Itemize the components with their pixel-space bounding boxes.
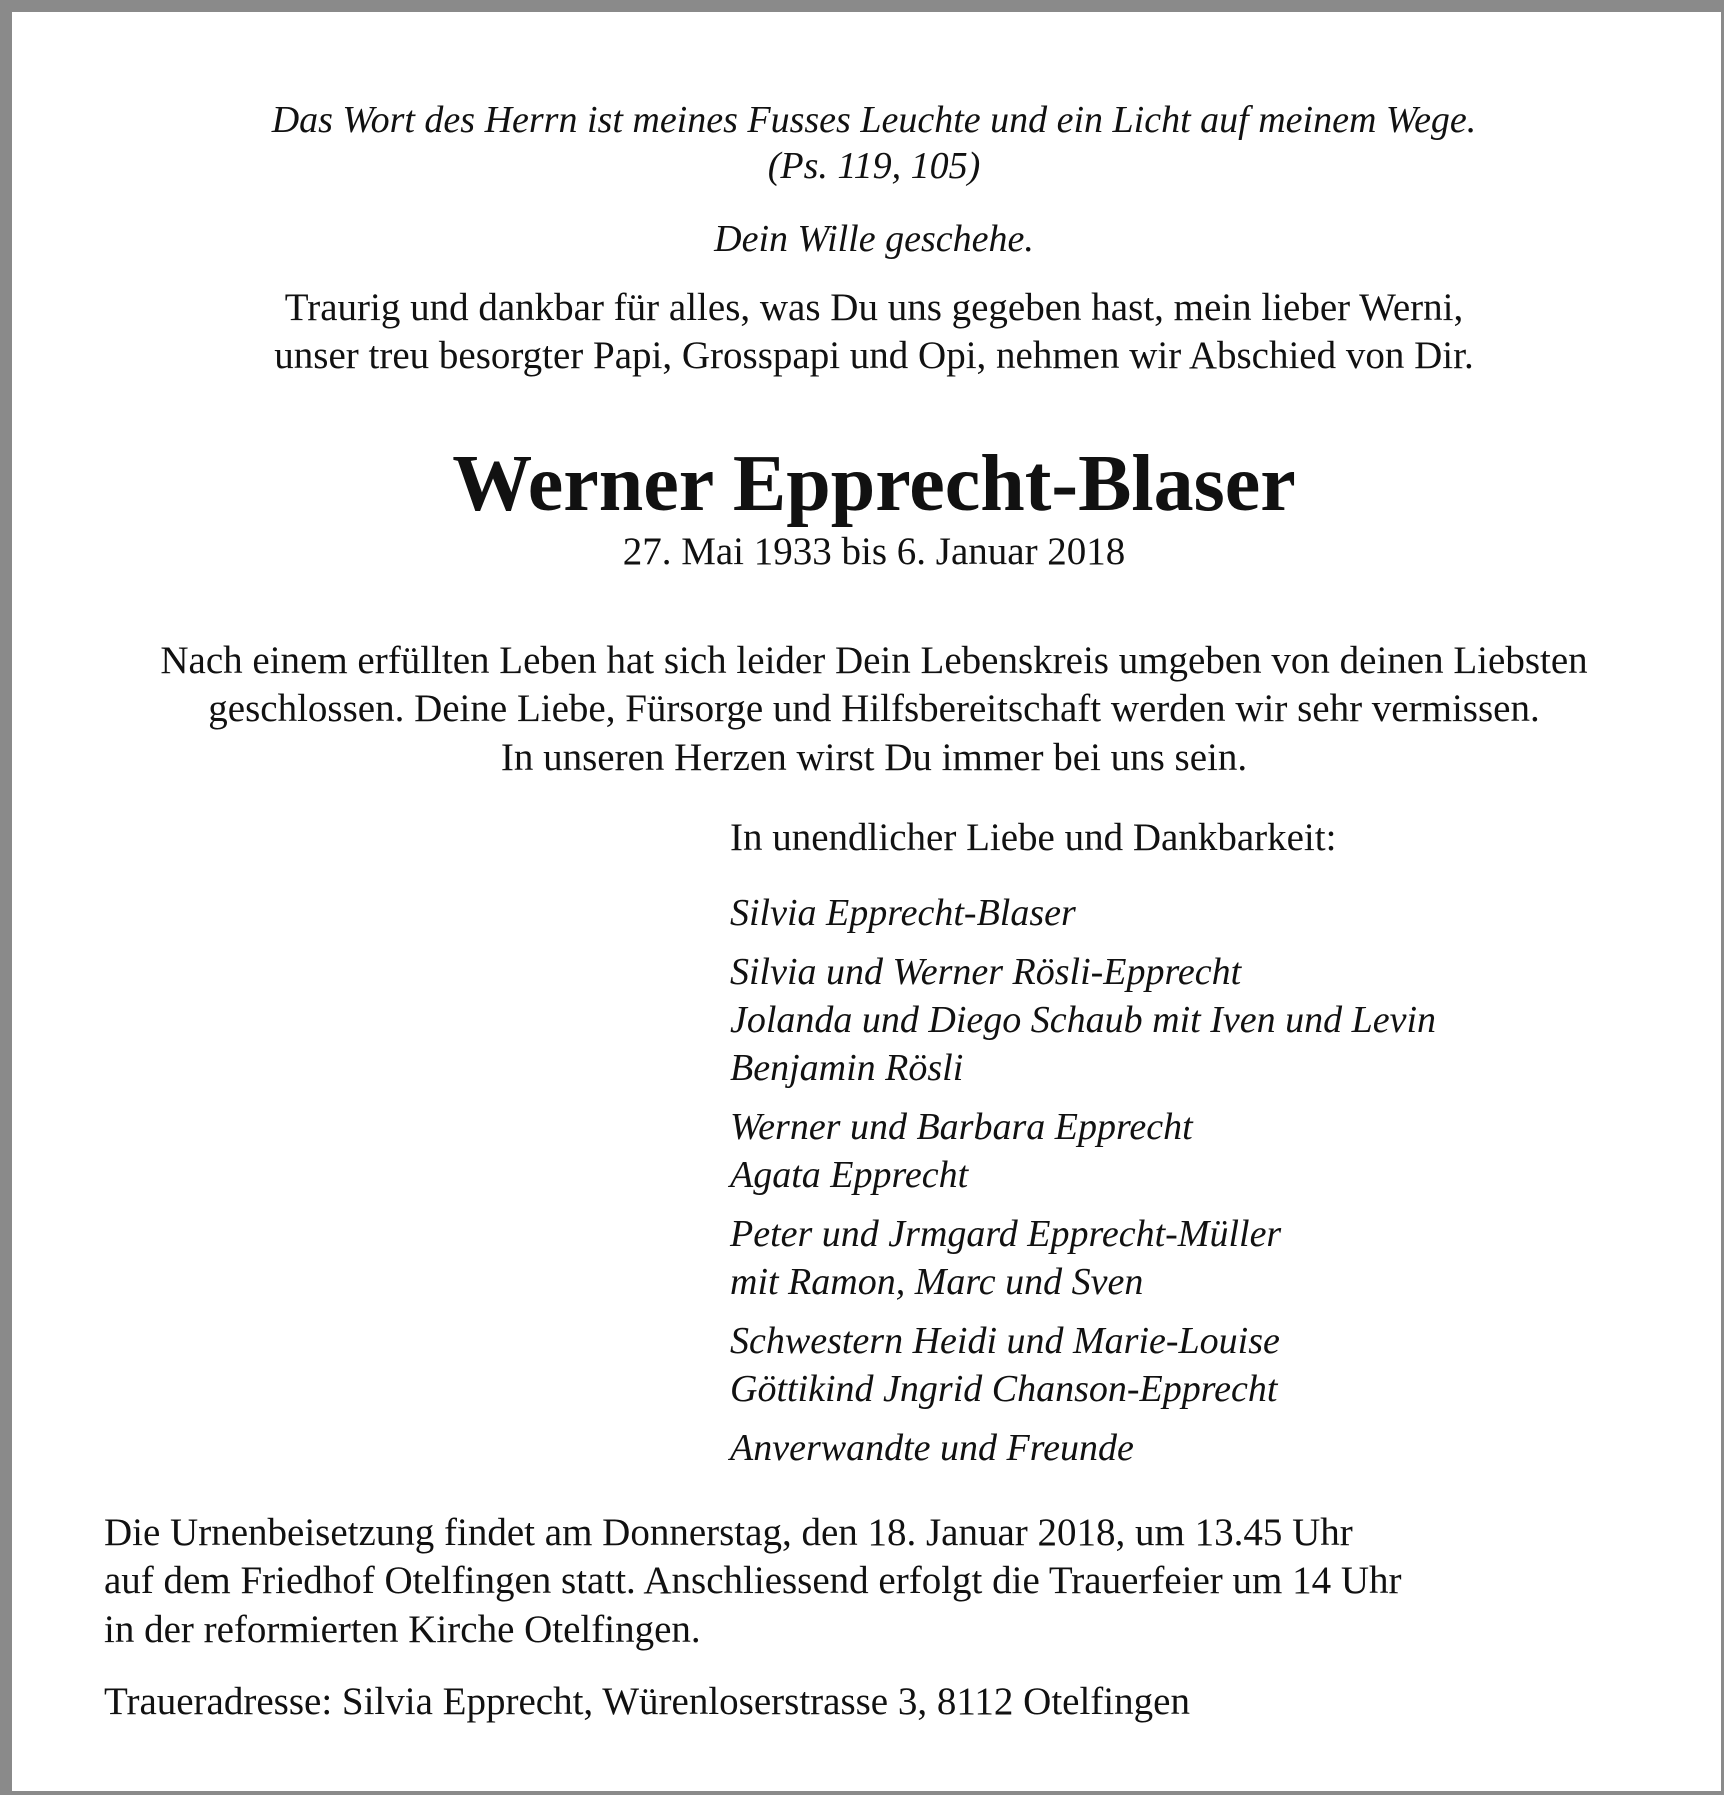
tribute-line-2: geschlossen. Deine Liebe, Fürsorge und Hilfsbereitschaft werden wir sehr vermissen. xyxy=(208,687,1540,730)
mourning-address: Traueradresse: Silvia Epprecht, Würenloserstrasse 3, 8112 Otelfingen xyxy=(104,1680,1190,1723)
ceremony-line-3: in der reformierten Kirche Otelfingen. xyxy=(104,1608,701,1651)
bible-reference: (Ps. 119, 105) xyxy=(767,145,981,187)
intro-line-1: Traurig und dankbar für alles, was Du uns gegeben hast, mein lieber Werni, xyxy=(284,286,1464,329)
wish-line: Dein Wille geschehe. xyxy=(714,218,1034,260)
mourner-name: Benjamin Rösli xyxy=(730,1047,964,1089)
mourner-name: Werner und Barbara Epprecht xyxy=(730,1106,1193,1148)
mourner-name: Jolanda und Diego Schaub mit Iven und Levin xyxy=(730,999,1437,1041)
tribute-line-1: Nach einem erfüllten Leben hat sich leider Dein Lebenskreis umgeben von deinen Liebsten xyxy=(160,639,1588,682)
deceased-name: Werner Epprecht-Blaser xyxy=(452,440,1296,528)
life-dates: 27. Mai 1933 bis 6. Januar 2018 xyxy=(622,530,1126,573)
ceremony-line-2: auf dem Friedhof Otelfingen statt. Anschliessend erfolgt die Trauerfeier um 14 Uhr xyxy=(104,1559,1402,1602)
mourner-name: Anverwandte und Freunde xyxy=(730,1427,1134,1469)
intro-line-2: unser treu besorgter Papi, Grosspapi und Opi, nehmen wir Abschied von Dir. xyxy=(274,334,1474,377)
mourner-name: Silvia Epprecht-Blaser xyxy=(730,892,1076,934)
mourner-name: mit Ramon, Marc und Sven xyxy=(730,1261,1144,1303)
mourner-name: Silvia und Werner Rösli-Epprecht xyxy=(730,951,1242,993)
mourner-name: Göttikind Jngrid Chanson-Epprecht xyxy=(730,1368,1278,1410)
mourner-name: Schwestern Heidi und Marie-Louise xyxy=(730,1320,1280,1362)
tribute-line-3: In unseren Herzen wirst Du immer bei uns sein. xyxy=(500,736,1248,779)
bible-quote: Das Wort des Herrn ist meines Fusses Leuchte und ein Licht auf meinem Wege. xyxy=(271,99,1477,141)
ceremony-line-1: Die Urnenbeisetzung findet am Donnerstag, den 18. Januar 2018, um 13.45 Uhr xyxy=(104,1511,1353,1554)
mourner-name: Peter und Jrmgard Epprecht-Müller xyxy=(730,1213,1282,1255)
mourner-name: Agata Epprecht xyxy=(730,1154,969,1196)
mourners-heading: In unendlicher Liebe und Dankbarkeit: xyxy=(730,816,1337,859)
